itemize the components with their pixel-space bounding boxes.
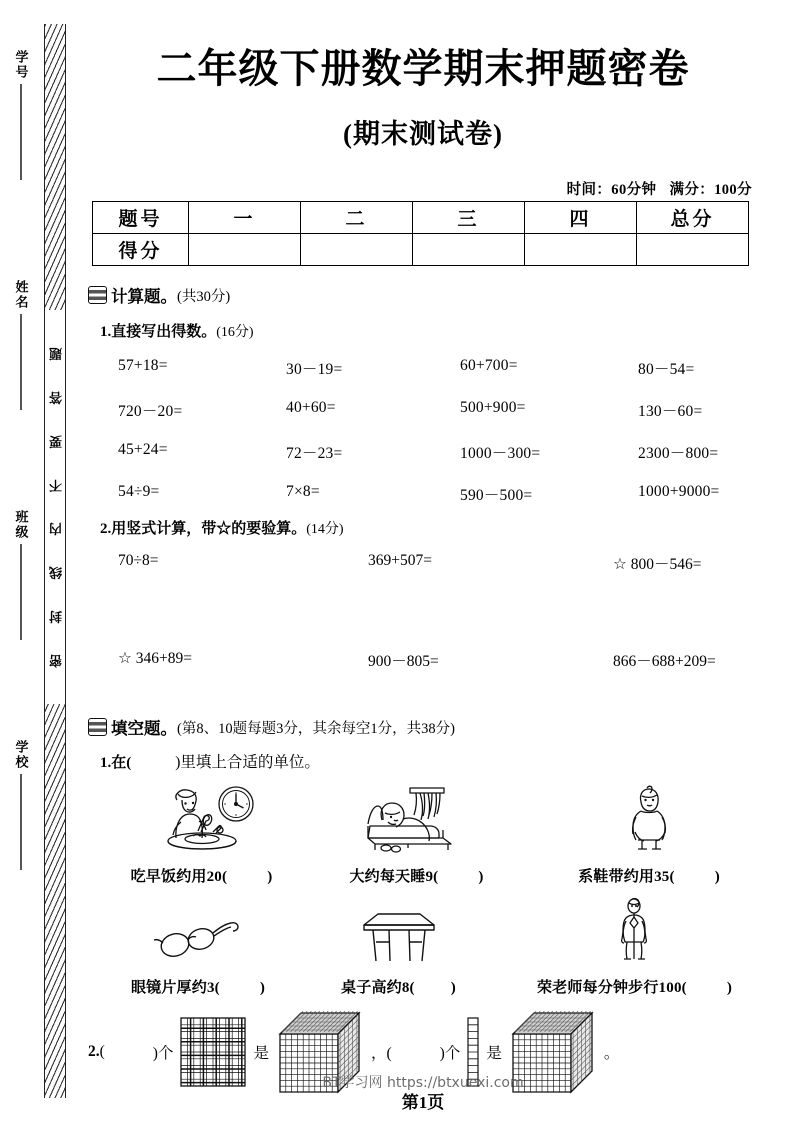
unit-caption xyxy=(94,976,302,997)
arithmetic-problem[interactable]: 720－20= xyxy=(118,403,183,420)
arithmetic-problem[interactable]: 2300－800= xyxy=(638,445,719,462)
child-eating-breakfast-with-clock-icon xyxy=(94,782,309,854)
unit-caption xyxy=(495,976,774,997)
unit-item-table xyxy=(302,893,495,997)
student-field-xuehao xyxy=(4,50,38,180)
vertical-problem[interactable]: 369+507= xyxy=(368,552,432,569)
question-2-2-unit-label-2: )个 xyxy=(439,1045,461,1062)
arithmetic-problem[interactable]: 7×8= xyxy=(286,483,320,500)
hatch-pattern-bottom xyxy=(45,704,66,1098)
arithmetic-problem[interactable]: 590－500= xyxy=(460,487,533,504)
unit-item-walking-teacher xyxy=(495,893,774,997)
score-table-col-2: 二 xyxy=(301,202,413,234)
question-2-1-suffix: )里填上合适的单位。 xyxy=(175,754,320,771)
vertical-problem[interactable]: ☆ 346+89= xyxy=(118,650,193,667)
section-title: 计算题。 xyxy=(111,287,177,306)
score-table-row-label: 得分 xyxy=(93,234,189,266)
arithmetic-problem[interactable]: 72－23= xyxy=(286,445,343,462)
question-2-2-comma: ，( xyxy=(370,1045,392,1062)
caption-text: 吃早饭约用20( xyxy=(130,869,228,885)
arithmetic-problem[interactable]: 30－19= xyxy=(286,361,343,378)
score-cell-1[interactable] xyxy=(189,234,301,266)
site-watermark: BT学习网 https://btxuexi.com xyxy=(322,1075,524,1091)
score-table-row-label: 题号 xyxy=(93,202,189,234)
student-info-column xyxy=(4,30,38,1095)
oral-arithmetic-grid xyxy=(118,357,758,505)
unit-item-eyeglasses xyxy=(94,893,302,997)
hatch-pattern-top xyxy=(45,24,66,310)
caption-text: 眼镜片厚约3( xyxy=(130,980,220,996)
question-1-2-points: (14分) xyxy=(306,522,344,537)
question-2-2-is-1: 是 xyxy=(253,1045,269,1062)
page-number: 第1页 xyxy=(401,1093,445,1112)
section-marker-icon xyxy=(88,718,107,736)
seal-word: 题 xyxy=(49,345,63,361)
question-2-2-is-2: 是 xyxy=(486,1045,502,1062)
student-field-xingming xyxy=(4,280,38,410)
seal-line-band xyxy=(44,24,66,1098)
question-2-1-prefix: 1.在( xyxy=(100,755,132,771)
write-rule xyxy=(20,774,22,870)
question-2-2-paren-open: ( xyxy=(99,1043,105,1060)
exam-page-body xyxy=(78,0,793,1122)
section-marker-icon xyxy=(88,286,107,304)
table-desk-icon xyxy=(302,893,495,965)
question-2-2-number: 2. xyxy=(88,1043,100,1060)
exam-meta-line xyxy=(558,178,752,199)
question-1-1-points: (16分) xyxy=(216,325,254,340)
student-field-label: 学校 xyxy=(13,740,29,770)
vertical-problem[interactable]: 866－688+209= xyxy=(613,653,716,670)
seal-word: 内 xyxy=(49,521,63,537)
score-cell-3[interactable] xyxy=(413,234,525,266)
arithmetic-problem[interactable]: 54÷9= xyxy=(118,483,160,500)
caption-paren-close: ) xyxy=(478,869,484,885)
student-field-xuexiao xyxy=(4,740,38,870)
student-field-label: 学号 xyxy=(13,50,29,80)
arithmetic-problem[interactable]: 40+60= xyxy=(286,399,336,416)
table-row-scores xyxy=(93,234,749,266)
section-title: 填空题。 xyxy=(111,719,177,738)
score-table-col-3: 三 xyxy=(413,202,525,234)
arithmetic-problem[interactable]: 80－54= xyxy=(638,361,695,378)
vertical-problem[interactable]: 70÷8= xyxy=(118,552,159,569)
child-tying-shoelaces-icon xyxy=(524,782,774,854)
table-row-header xyxy=(93,202,749,234)
caption-text: 荣老师每分钟步行100( xyxy=(536,980,687,996)
seal-word: 封 xyxy=(49,609,63,625)
exam-time: 时间：60分钟 xyxy=(566,182,657,198)
question-1-1-text: 1.直接写出得数。 xyxy=(100,324,217,340)
score-table-col-total: 总分 xyxy=(637,202,749,234)
score-cell-2[interactable] xyxy=(301,234,413,266)
seal-word: 不 xyxy=(49,477,63,493)
seal-word: 密 xyxy=(49,653,63,668)
write-rule xyxy=(20,84,22,180)
page-title: 二年级下册数学期末押题密卷 xyxy=(156,46,690,91)
vertical-problem[interactable]: ☆ 800－546= xyxy=(613,556,702,573)
student-field-label: 姓名 xyxy=(13,280,29,310)
caption-paren-close: ) xyxy=(267,869,273,885)
section-points: (第8、10题每题3分，其余每空1分，共38分) xyxy=(177,720,455,737)
caption-paren-close: ) xyxy=(259,980,266,996)
unit-caption xyxy=(309,865,524,886)
unit-caption xyxy=(524,865,774,886)
arithmetic-problem[interactable]: 130－60= xyxy=(638,403,703,420)
vertical-problem[interactable]: 900－805= xyxy=(368,653,439,670)
section-points: (共30分) xyxy=(177,288,231,305)
vertical-calculation-grid xyxy=(118,552,768,671)
student-field-banji xyxy=(4,510,38,640)
unit-item-sleeping xyxy=(309,782,524,886)
question-2-2-period: 。 xyxy=(603,1045,620,1062)
student-field-label: 班级 xyxy=(13,510,29,540)
caption-text: 系鞋带约用35( xyxy=(578,869,675,885)
unit-item-shoelaces xyxy=(524,782,774,886)
caption-text: 大约每天睡9( xyxy=(349,869,439,885)
seal-word: 要 xyxy=(49,433,63,449)
unit-item-breakfast xyxy=(94,782,309,886)
unit-picture-row-2 xyxy=(94,893,774,997)
unit-caption xyxy=(94,865,309,886)
arithmetic-problem[interactable]: 57+18= xyxy=(118,357,168,374)
arithmetic-problem[interactable]: 1000－300= xyxy=(460,445,541,462)
caption-paren-close: ) xyxy=(714,869,720,885)
score-cell-4[interactable] xyxy=(525,234,637,266)
exam-full-score: 满分：100分 xyxy=(669,182,752,198)
caption-text: 桌子高约8( xyxy=(341,980,415,996)
write-rule xyxy=(20,314,22,410)
score-table-col-1: 一 xyxy=(189,202,301,234)
caption-paren-close: ) xyxy=(450,980,456,996)
seal-word: 答 xyxy=(49,389,63,405)
caption-paren-close: ) xyxy=(726,980,733,996)
question-2-2-unit-label-1: )个 xyxy=(152,1045,174,1062)
seal-line-text xyxy=(45,316,66,698)
section-header-calculation xyxy=(88,283,230,307)
eyeglasses-icon xyxy=(94,893,302,965)
sealing-strip xyxy=(0,0,78,1122)
question-1-2-text: 2.用竖式计算，带☆的要验算。 xyxy=(100,521,307,537)
score-cell-total[interactable] xyxy=(637,234,749,266)
question-2-1-label xyxy=(100,750,320,772)
write-rule xyxy=(20,544,22,640)
section-header-fill-blank xyxy=(88,715,455,739)
teacher-walking-icon xyxy=(495,893,774,965)
arithmetic-problem[interactable]: 500+900= xyxy=(460,399,526,416)
page-subtitle: (期末测试卷) xyxy=(343,119,503,149)
arithmetic-problem[interactable]: 60+700= xyxy=(460,357,518,374)
question-1-1-label xyxy=(100,320,254,341)
score-table xyxy=(92,201,749,266)
child-sleeping-in-bed-icon xyxy=(309,782,524,854)
seal-word: 线 xyxy=(49,565,63,581)
arithmetic-problem[interactable]: 1000+9000= xyxy=(638,483,720,500)
arithmetic-problem[interactable]: 45+24= xyxy=(118,441,168,458)
score-table-col-4: 四 xyxy=(525,202,637,234)
unit-picture-row-1 xyxy=(94,782,774,886)
question-1-2-label xyxy=(100,517,344,538)
unit-caption xyxy=(302,976,495,997)
